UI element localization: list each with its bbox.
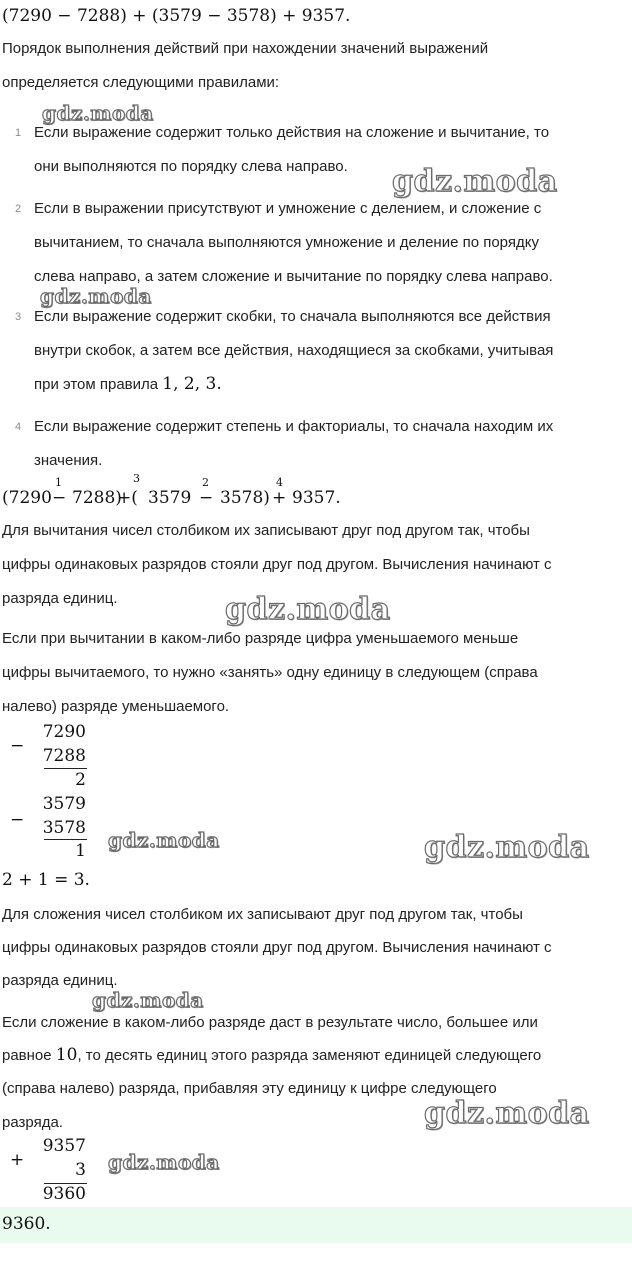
difference: 2: [75, 770, 86, 790]
rule-2-line-3: слева направо, а затем сложение и вычитание по порядку слева направо.: [34, 268, 553, 285]
rule-2-line-1: Если в выражении присутствуют и умножение с делением, и сложение с: [34, 200, 542, 217]
expression: (7290 − 7288) + (3579 − 3578) + 9357.: [2, 6, 351, 26]
sub-text-line-6: налево) разряде уменьшаемого.: [2, 698, 230, 715]
order-number: 3: [133, 472, 140, 485]
column-rule: [44, 839, 87, 840]
expr-part: 3578): [220, 488, 270, 508]
rule-3-line-2: внутри скобок, а затем все действия, находящиеся за скобками, учитывая: [34, 342, 554, 359]
minus-sign: −: [10, 736, 25, 756]
rule-number: 2: [15, 203, 22, 215]
sub-text-line-3: разряда единиц.: [2, 590, 118, 607]
rule-3-line-1: Если выражение содержит скобки, то сначала выполняются все действия: [34, 308, 551, 325]
add-text-line-7: разряда.: [2, 1114, 63, 1131]
sub-text-line-5: цифры вычитаемого, то нужно «занять» одну единицу в следующем (справа: [2, 664, 538, 681]
rule-number: 4: [15, 421, 22, 433]
watermark: gdz.moda: [225, 592, 391, 627]
minuend: 7290: [42, 722, 86, 742]
add-text-line-3: разряда единиц.: [2, 972, 118, 989]
expr-part: (7290: [2, 488, 52, 508]
answer-box: [0, 1207, 632, 1243]
add-text-line-5: [2, 1045, 541, 1065]
minus-sign: −: [52, 488, 67, 508]
add-text-line-5-start: равное: [2, 1047, 56, 1064]
watermark: gdz.moda: [108, 1150, 220, 1174]
sub-text-line-2: цифры одинаковых разрядов стояли друг под другом. Вычисления начинают с: [2, 556, 552, 573]
subtrahend: 7288: [42, 746, 86, 766]
rule-4-line-2: значения.: [34, 452, 103, 469]
rule-number: 3: [15, 311, 22, 323]
add-text-line-1: Для сложения чисел столбиком их записывают друг под другом так, чтобы: [2, 906, 523, 923]
watermark: gdz.moda: [108, 828, 220, 852]
watermark: gdz.moda: [392, 164, 558, 199]
add-text-line-2: цифры одинаковых разрядов стояли друг под другом. Вычисления начинают с: [2, 939, 552, 956]
rule-4-line-1: Если выражение содержит степень и факториалы, то сначала находим их: [34, 418, 554, 435]
add-text-line-4: Если сложение в каком-либо разряде даст в результате число, большее или: [2, 1014, 538, 1031]
order-number: 4: [276, 476, 283, 489]
column-subtraction-1: [0, 720, 100, 792]
column-rule: [44, 768, 87, 769]
difference: 1: [75, 841, 86, 861]
sum: 9360: [42, 1184, 86, 1204]
watermark: gdz.moda: [42, 101, 154, 125]
watermark: gdz.moda: [424, 830, 590, 865]
add-text-line-6: (справа налево) разряда, прибавляя эту единицу к цифре следующего: [2, 1080, 497, 1097]
ordered-expression: [0, 474, 340, 510]
order-number: 1: [55, 476, 62, 489]
rule-3-line-3: [34, 374, 222, 394]
rule-3-line-3-text: при этом правила: [34, 376, 163, 393]
rule-number: 1: [15, 127, 22, 139]
add-text-math: 10: [55, 1045, 78, 1065]
expr-part: +(: [117, 488, 138, 508]
minuend: 3579: [42, 794, 86, 814]
rule-1-line-2: они выполняются по порядку слева направо.: [34, 158, 348, 175]
sum-small: 2 + 1 = 3.: [2, 870, 90, 890]
rule-2-line-2: вычитанием, то сначала выполняются умножение и деление по порядку: [34, 234, 539, 251]
plus-sign: +: [10, 1150, 25, 1170]
plus-sign: +: [272, 488, 287, 508]
answer: 9360.: [2, 1214, 51, 1234]
expr-part: 9357.: [292, 488, 341, 508]
minus-sign: −: [199, 488, 214, 508]
rule-1-line-1: Если выражение содержит только действия на сложение и вычитание, то: [34, 124, 550, 141]
expr-part: 3579: [148, 488, 192, 508]
intro-line-2: определяется следующими правилами:: [2, 74, 280, 91]
subtrahend: 3578: [42, 818, 86, 838]
addend-2: 3: [75, 1160, 86, 1180]
expr-part: 7288): [72, 488, 122, 508]
column-addition: [0, 1134, 100, 1206]
intro-line-1: Порядок выполнения действий при нахождении значений выражений: [2, 40, 489, 57]
minus-sign: −: [10, 810, 25, 830]
watermark: gdz.moda: [40, 284, 152, 308]
add-text-line-5-end: , то десять единиц этого разряда заменяют единицей следующего: [77, 1047, 542, 1064]
watermark: gdz.moda: [424, 1096, 590, 1131]
sub-text-line-4: Если при вычитании в каком-либо разряде цифра уменьшаемого меньше: [2, 630, 519, 647]
watermark: gdz.moda: [92, 988, 204, 1012]
addend-1: 9357: [42, 1136, 86, 1156]
sub-text-line-1: Для вычитания чисел столбиком их записывают друг под другом так, чтобы: [2, 522, 530, 539]
rule-3-math: 1, 2, 3.: [162, 374, 222, 394]
column-subtraction-2: [0, 794, 100, 866]
order-number: 2: [202, 476, 209, 489]
